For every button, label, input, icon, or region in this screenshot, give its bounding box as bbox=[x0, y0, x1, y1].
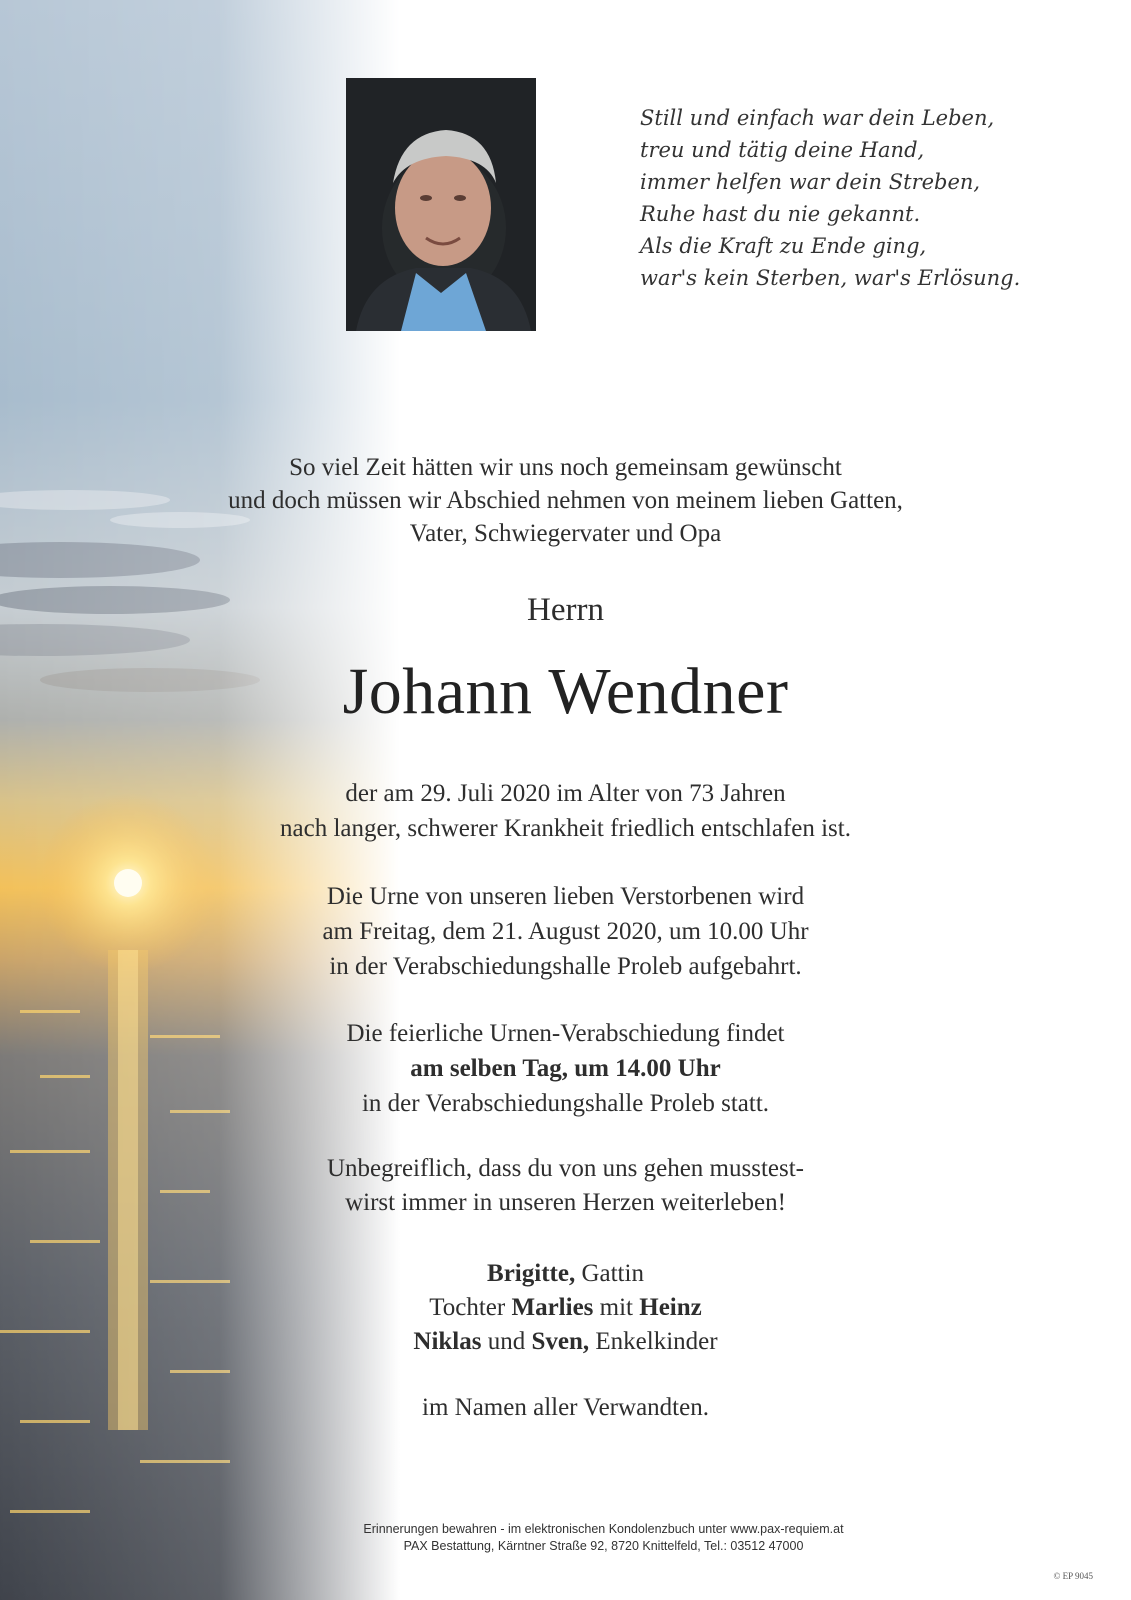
mourner-connector: und bbox=[481, 1328, 532, 1355]
mourner-name: Brigitte, bbox=[487, 1260, 576, 1287]
mourner-name: Sven, bbox=[531, 1328, 590, 1355]
portrait-photo bbox=[346, 78, 536, 331]
ceremony-line: in der Verabschiedungshalle Proleb statt. bbox=[361, 1090, 770, 1117]
urn-line: am Freitag, dem 21. August 2020, um 10.00 Uhr bbox=[322, 918, 809, 945]
mourner-name: Heinz bbox=[639, 1294, 702, 1321]
mourner-connector: mit bbox=[593, 1294, 640, 1321]
footer-address: PAX Bestattung, Kärntner Straße 92, 8720 Knittelfeld, Tel.: 03512 47000 bbox=[403, 1539, 804, 1553]
mourner-row bbox=[0, 1325, 1131, 1359]
intro-line: So viel Zeit hätten wir uns noch gemeinsam gewünscht bbox=[289, 454, 842, 481]
death-line: nach langer, schwerer Krankheit friedlich entschlafen ist. bbox=[280, 815, 851, 842]
footer-condolence: Erinnerungen bewahren - im elektronischen Kondolenzbuch unter www.pax-requiem.at bbox=[363, 1522, 844, 1536]
poem-line: immer helfen war dein Streben, bbox=[640, 170, 981, 194]
poem-line: war's kein Sterben, war's Erlösung. bbox=[640, 266, 1021, 290]
ceremony-notice bbox=[0, 1016, 1131, 1121]
ceremony-time-bold: am selben Tag, um 14.00 Uhr bbox=[410, 1055, 721, 1082]
mourner-name: Marlies bbox=[511, 1294, 594, 1321]
print-code: © EP 9045 bbox=[1053, 1571, 1093, 1581]
ceremony-time bbox=[0, 1051, 1131, 1086]
mourner-role: Gattin bbox=[575, 1260, 644, 1287]
poem-line: treu und tätig deine Hand, bbox=[640, 138, 925, 162]
death-notice bbox=[0, 776, 1131, 846]
memorial-poem bbox=[640, 102, 1080, 294]
poem-line: Still und einfach war dein Leben, bbox=[640, 106, 995, 130]
mourner-name: Niklas bbox=[413, 1328, 482, 1355]
urn-line: in der Verabschiedungshalle Proleb aufgebahrt. bbox=[329, 953, 802, 980]
closing-line: Unbegreiflich, dass du von uns gehen musstest- bbox=[326, 1155, 804, 1182]
ceremony-line: Die feierliche Urnen-Verabschiedung findet bbox=[346, 1020, 785, 1047]
poem-line: Als die Kraft zu Ende ging, bbox=[640, 234, 927, 258]
death-line: der am 29. Juli 2020 im Alter von 73 Jahren bbox=[345, 780, 786, 807]
mourner-row bbox=[0, 1257, 1131, 1291]
salutation: Herrn bbox=[527, 592, 604, 628]
closing-line: wirst immer in unseren Herzen weiterleben! bbox=[345, 1189, 786, 1216]
intro-line: und doch müssen wir Abschied nehmen von meinem lieben Gatten, bbox=[228, 487, 903, 514]
urn-line: Die Urne von unseren lieben Verstorbenen wird bbox=[326, 883, 805, 910]
mourner-prefix: Tochter bbox=[429, 1294, 512, 1321]
intro-line: Vater, Schwiegervater und Opa bbox=[409, 520, 722, 547]
poem-line: Ruhe hast du nie gekannt. bbox=[640, 202, 921, 226]
intro-text bbox=[0, 451, 1131, 550]
relatives-line: im Namen aller Verwandten. bbox=[422, 1394, 709, 1421]
deceased-name: Johann Wendner bbox=[342, 655, 789, 728]
closing-words bbox=[0, 1152, 1131, 1220]
mourners-list bbox=[0, 1257, 1131, 1359]
mourner-role: Enkelkinder bbox=[589, 1328, 718, 1355]
mourner-row bbox=[0, 1291, 1131, 1325]
urn-notice bbox=[0, 879, 1131, 984]
